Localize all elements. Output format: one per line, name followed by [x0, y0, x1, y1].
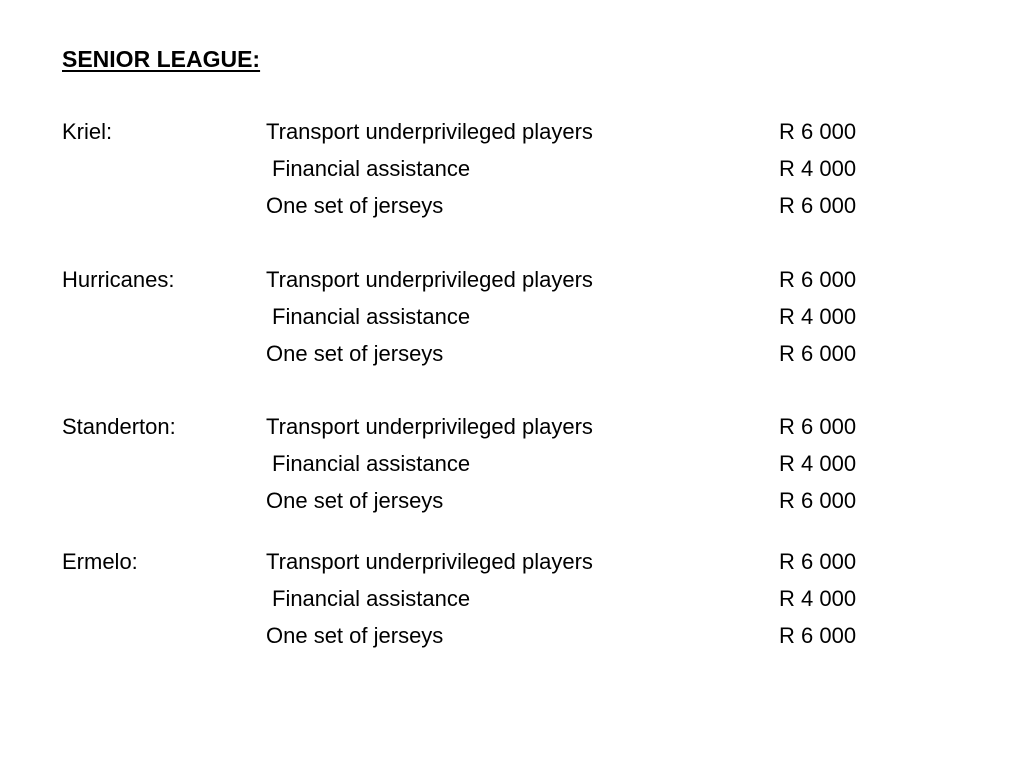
- item-label: One set of jerseys: [266, 341, 444, 366]
- table-row: [0, 340, 1024, 377]
- table-row: [0, 487, 1024, 524]
- item-label: One set of jerseys: [266, 488, 444, 513]
- item-label: Transport underprivileged players: [266, 267, 593, 292]
- table-row: [0, 118, 1024, 155]
- item-label: One set of jerseys: [266, 193, 444, 218]
- item-amount: R 6 000: [779, 119, 857, 144]
- item-amount: R 6 000: [779, 623, 857, 648]
- item-label: Financial assistance: [272, 156, 471, 181]
- item-amount: R 4 000: [779, 451, 857, 476]
- table-row: [0, 413, 1024, 450]
- item-label: Financial assistance: [272, 451, 471, 476]
- table-row: [0, 450, 1024, 487]
- table-row: [0, 622, 1024, 659]
- item-label: Transport underprivileged players: [266, 549, 593, 574]
- item-amount: R 6 000: [779, 488, 857, 513]
- item-label: One set of jerseys: [266, 623, 444, 648]
- table-row: [0, 192, 1024, 229]
- item-amount: R 6 000: [779, 414, 857, 439]
- item-label: Financial assistance: [272, 586, 471, 611]
- item-amount: R 4 000: [779, 156, 857, 181]
- club-name: Kriel:: [62, 119, 113, 144]
- item-amount: R 6 000: [779, 341, 857, 366]
- item-label: Financial assistance: [272, 304, 471, 329]
- item-amount: R 4 000: [779, 586, 857, 611]
- table-row: [0, 548, 1024, 585]
- item-amount: R 6 000: [779, 549, 857, 574]
- table-row: [0, 266, 1024, 303]
- item-label: Transport underprivileged players: [266, 414, 593, 439]
- item-amount: R 6 000: [779, 267, 857, 292]
- club-name: Ermelo:: [62, 549, 138, 574]
- item-label: Transport underprivileged players: [266, 119, 593, 144]
- item-amount: R 6 000: [779, 193, 857, 218]
- item-amount: R 4 000: [779, 304, 857, 329]
- club-name: Hurricanes:: [62, 267, 175, 292]
- page-title: SENIOR LEAGUE:: [62, 46, 261, 72]
- club-name: Standerton:: [62, 414, 176, 439]
- table-row: [0, 303, 1024, 340]
- table-row: [0, 585, 1024, 622]
- table-row: [0, 155, 1024, 192]
